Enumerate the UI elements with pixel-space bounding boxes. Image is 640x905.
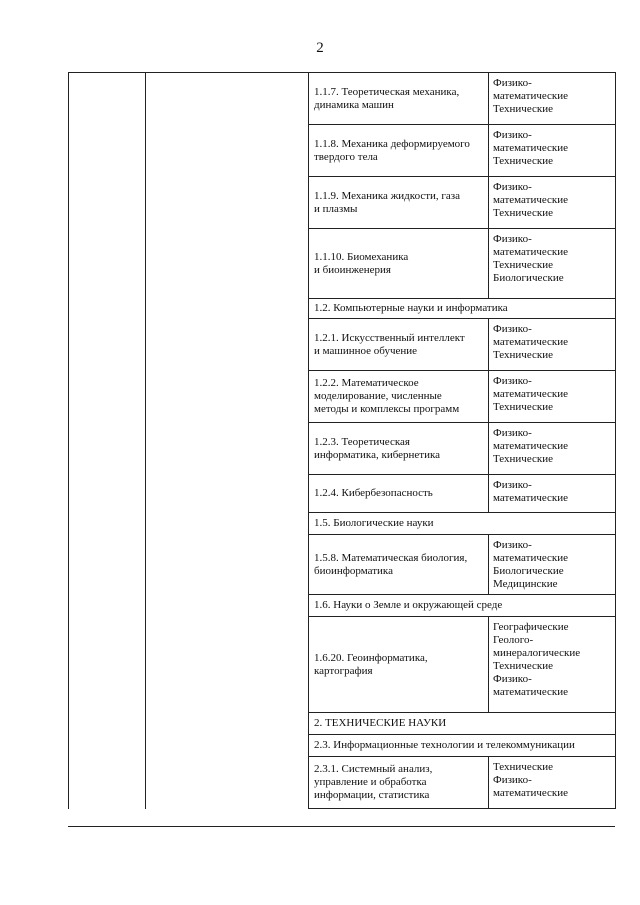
section-title: 1.2. Компьютерные науки и информатика (309, 299, 616, 319)
page-number: 2 (316, 40, 324, 56)
science-category: Физико- математические Технические (489, 423, 616, 475)
specialty-name: 1.2.3. Теоретическая информатика, кибернетика (309, 423, 489, 475)
specialty-name: 1.1.8. Механика деформируемого твердого тела (309, 125, 489, 177)
science-category: Географические Геолого- минералогические Технические Физико- математические (489, 617, 616, 713)
specialty-name: 1.1.10. Биомеханика и биоинженерия (309, 229, 489, 299)
science-category: Физико- математические Технические (489, 177, 616, 229)
table-bottom-rule (68, 826, 615, 827)
specialty-name: 1.6.20. Геоинформатика, картография (309, 617, 489, 713)
science-category: Физико- математические Технические (489, 73, 616, 125)
specialty-name: 1.2.1. Искусственный интеллект и машинное обучение (309, 319, 489, 371)
science-category: Физико- математические (489, 475, 616, 513)
specialty-name: 1.1.7. Теоретическая механика, динамика машин (309, 73, 489, 125)
specialty-name: 1.5.8. Математическая биология, биоинформатика (309, 535, 489, 595)
blank-column-1 (69, 73, 146, 809)
blank-column-2 (146, 73, 309, 809)
science-category: Физико- математические Технические (489, 371, 616, 423)
section-title: 1.5. Биологические науки (309, 513, 616, 535)
specialty-name: 1.1.9. Механика жидкости, газа и плазмы (309, 177, 489, 229)
science-category: Физико- математические Технические Биологические (489, 229, 616, 299)
specialty-name: 1.2.2. Математическое моделирование, численные методы и комплексы программ (309, 371, 489, 423)
science-category: Физико- математические Технические (489, 319, 616, 371)
specialties-table (68, 72, 616, 809)
science-category: Физико- математические Технические (489, 125, 616, 177)
section-title: 2.3. Информационные технологии и телекоммуникации (309, 735, 616, 757)
science-category: Физико- математические Биологические Медицинские (489, 535, 616, 595)
specialty-name: 2.3.1. Системный анализ, управление и обработка информации, статистика (309, 757, 489, 809)
table-row (69, 73, 616, 125)
specialties-table-body (69, 73, 616, 809)
section-title: 1.6. Науки о Земле и окружающей среде (309, 595, 616, 617)
specialty-name: 1.2.4. Кибербезопасность (309, 475, 489, 513)
science-category: Технические Физико- математические (489, 757, 616, 809)
section-title: 2. ТЕХНИЧЕСКИЕ НАУКИ (309, 713, 616, 735)
